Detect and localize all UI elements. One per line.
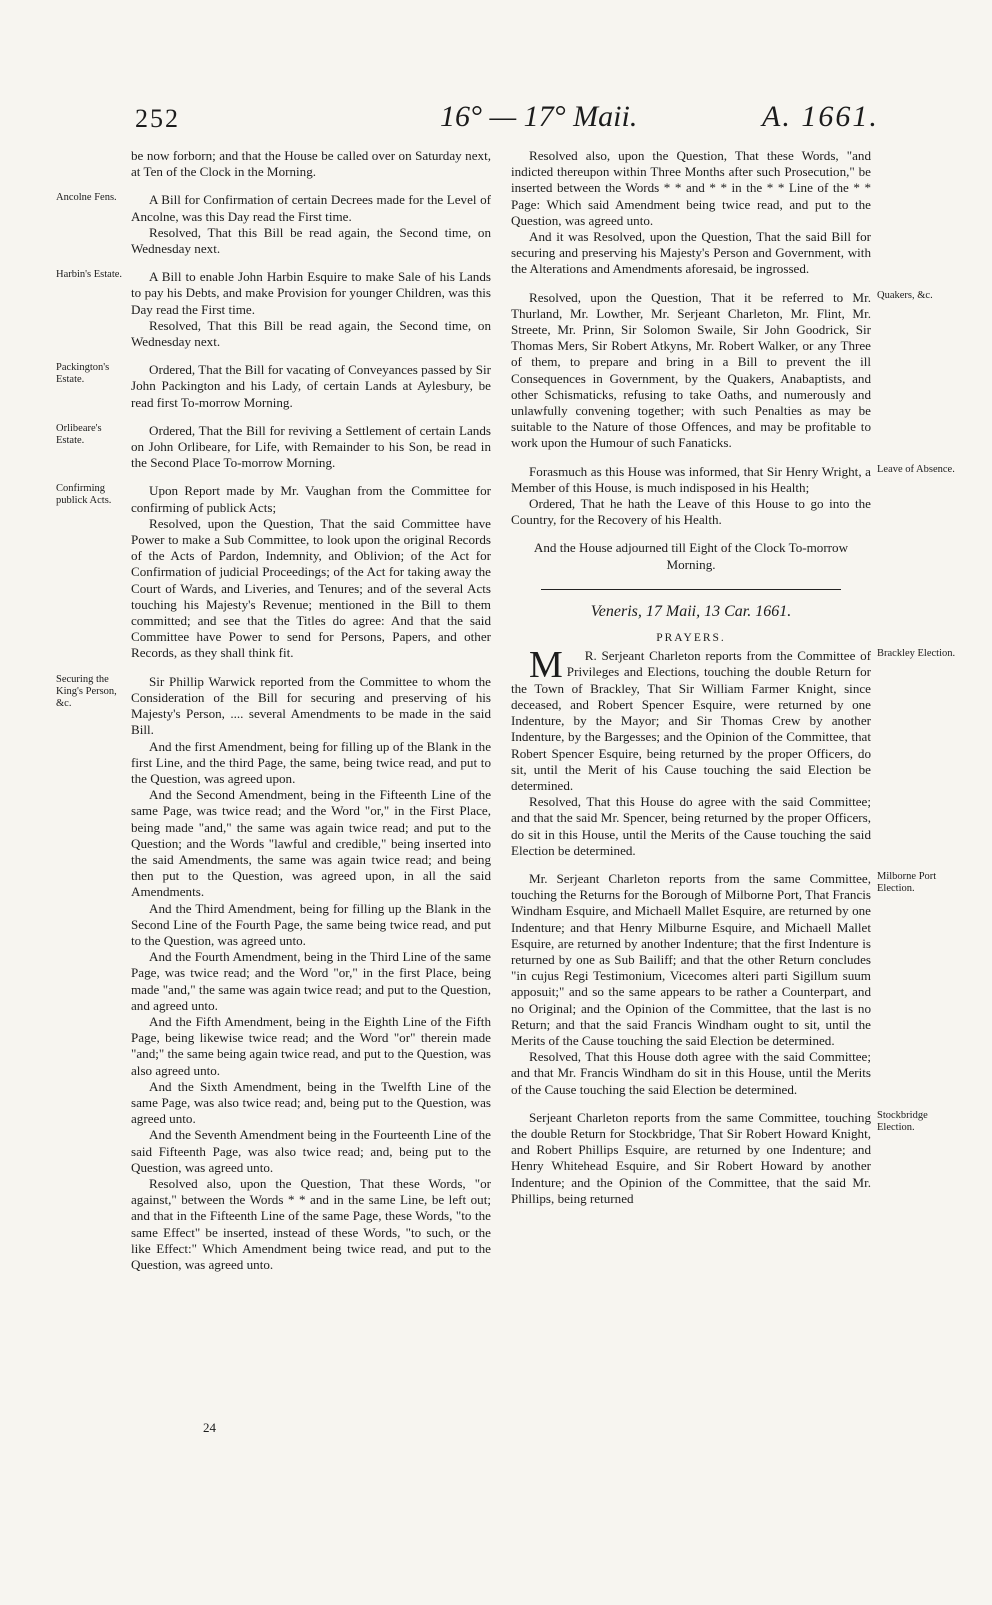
entry-stockbridge-election bbox=[511, 1109, 928, 1207]
signature-mark: 24 bbox=[203, 1420, 216, 1435]
entry-harbin-s-estate bbox=[56, 269, 491, 350]
entry-milborne-port-election bbox=[511, 870, 937, 1098]
entry-brackley-election bbox=[511, 644, 956, 859]
day-heading: Veneris, 17 Maii, 13 Car. 1661. bbox=[590, 602, 792, 620]
entry-securing-the-king-s-person-c bbox=[56, 673, 491, 1274]
page-header bbox=[0, 100, 992, 140]
margin-note: Leave of Absence. bbox=[877, 463, 955, 475]
entry-paragraph: Resolved also, upon the Question, That these Words, "and indicted thereupon within Three Months after such Prosecution," be inserted between the Words * * and * * in the * * Line of the * * Page: Which said Amendment being twice read, and put to the Question, was agreed unto. bbox=[511, 148, 871, 228]
left-column bbox=[56, 148, 491, 1285]
entry-paragraph: And the Fourth Amendment, being in the Third Line of the same Page, was twice read; and the Word "or," in the first Place, being made "and," the same was again twice read; and put to the Question, and agreed unto. bbox=[131, 949, 491, 1013]
entry-continuation bbox=[131, 148, 491, 180]
drop-cap: M bbox=[529, 644, 563, 687]
adjournment-text: And the House adjourned till Eight of the Clock To-morrow Morning. bbox=[533, 540, 849, 572]
entry-paragraph: A Bill to enable John Harbin Esquire to make Sale of his Lands to pay his Debts, and make Provision for younger Children, was this Day read the First time. bbox=[131, 269, 491, 317]
entry-paragraph: Ordered, That he hath the Leave of this House to go into the Country, for the Recovery of his Health. bbox=[511, 496, 871, 528]
margin-note: Orlibeare's Estate. bbox=[56, 422, 102, 446]
page-number: 252 bbox=[135, 104, 180, 133]
entry-paragraph: Resolved, That this Bill be read again, the Second time, on Wednesday next. bbox=[131, 317, 491, 350]
entry-paragraph: A Bill for Confirmation of certain Decrees made for the Level of Ancolne, was this Day read the First time. bbox=[131, 192, 491, 224]
page-date-heading: 16° — 17° Maii. bbox=[440, 100, 638, 133]
entry-paragraph: Resolved, That this House do agree with the said Committee; and that the said Mr. Spencer, being returned by the proper Officers, do sit in this House, until the Merits of the Cause touching the said Election be determined. bbox=[511, 794, 871, 858]
entry-paragraph: Ordered, That the Bill for vacating of Conveyances passed by Sir John Packington and his Lady, of certain Lands at Aylesbury, be read first To-morrow Morning. bbox=[131, 362, 491, 410]
entry-paragraph: Sir Phillip Warwick reported from the Committee to whom the Consideration of the Bill for securing and preserving of his Majesty's Person, .... several Amendments to be made in the said Bill. bbox=[131, 673, 491, 738]
entry-confirming-publick-acts bbox=[56, 483, 491, 661]
entry-leave-of-absence bbox=[511, 463, 955, 529]
entry-paragraph: Resolved, That this Bill be read again, the Second time, on Wednesday next. bbox=[131, 224, 491, 257]
margin-note: Milborne Port Election. bbox=[877, 870, 937, 894]
entry-paragraph: Serjeant Charleton reports from the same Committee, touching the double Return for Stockbridge, That Sir Robert Howard Knight, and Robert Phillips Esquire, are returned by one Indenture; and Henry Whitehead Esquire, and Sir Robert Howard by another Indenture; and the Opinion of the Committee, that the said Mr. Phillips, being returned bbox=[511, 1109, 871, 1206]
entry-paragraph: And the Fifth Amendment, being in the Eighth Line of the Fifth Page, being likewise twice read; and the Word "or" therein made "and;" the same being again twice read, and put to the Question, was also agreed unto. bbox=[131, 1013, 491, 1078]
entry-paragraph: And the Sixth Amendment, being in the Twelfth Line of the same Page, was also twice read; and, being put to the Question, was agreed unto. bbox=[131, 1078, 491, 1127]
entry-paragraph: Forasmuch as this House was informed, that Sir Henry Wright, a Member of this House, is much indisposed in his Health; bbox=[511, 463, 871, 495]
entry-paragraph: be now forborn; and that the House be called over on Saturday next, at Ten of the Clock in the Morning. bbox=[131, 148, 491, 180]
entry-paragraph: Resolved, upon the Question, That the said Committee have Power to make a Sub Committee, to look upon the original Records of the Acts of Pardon, Indemnity, and Oblivion; of the Act for Confirmation of judicial Proceedings; of the Act for taking away the Court of Wards, and Liveries, and Tenures; and of the several Acts touching his Majesty's Revenue; mentioned in the Bill to them committed; and see that the Titles do agree: And that the said Committee have Power to send for Persons, Papers, and other Records, as they shall think fit. bbox=[131, 515, 491, 661]
adjournment-entry bbox=[511, 540, 871, 572]
entry-packington-s-estate bbox=[56, 362, 491, 411]
entry-text: R. Serjeant Charleton reports from the Committee of Privileges and Elections, touching the double Return for the Town of Brackley, That Sir William Farmer Knight, since deceased, and Robert Spencer Esquire, were returned by one Indenture, by the Mayor; and Sir Thomas Crew by another Indenture, by the Bargesses; and the Opinion of the Committee, that Robert Spencer Esquire, being returned by the proper Officers, do sit, until the Merit of his Cause touching the said Election be determined. bbox=[511, 648, 871, 793]
margin-note: Ancolne Fens. bbox=[56, 192, 117, 204]
entry-paragraph: Mr. Serjeant Charleton reports from the same Committee, touching the Returns for the Borough of Milborne Port, That Francis Windham Esquire, and Michaell Mallet Esquire, are returned by one Indenture; and that Henry Milburne Esquire, and Michaell Mallet Esquire, are returned by another Indenture; that the first Indenture is returned by one as Sub Bailiff; and that the other Return concludes "in cujus Regi Testimonium, Vicecomes alteri parti Sigillum suum apposuit;" and so the same appears to be rather a Counterpart, and no Original; and the Opinion of the Committee, that the last is no Return; and that the said Francis Windham ought to sit, until the Merits of the Cause touching the said Election be determined. bbox=[511, 870, 871, 1048]
entry-paragraph: Ordered, That the Bill for reviving a Settlement of certain Lands on John Orlibeare, for Life, with Remainder to his Son, be read in the Second Place To-morrow Morning. bbox=[131, 422, 491, 471]
margin-note: Packington's Estate. bbox=[56, 362, 110, 386]
section-divider bbox=[541, 589, 841, 590]
prayers-label: PRAYERS. bbox=[656, 632, 726, 645]
margin-note: Brackley Election. bbox=[877, 648, 956, 660]
right-column bbox=[511, 148, 956, 1219]
margin-note: Confirming publick Acts. bbox=[56, 483, 112, 507]
entry-continuation bbox=[511, 148, 871, 278]
margin-note: Harbin's Estate. bbox=[56, 269, 123, 281]
margin-note: Quakers, &c. bbox=[877, 289, 933, 301]
entry-paragraph: Resolved also, upon the Question, That these Words, "or against," between the Words * * and in the same Line, be left out; and that in the Fifteenth Line of the same Page, these Words, "to the same Effect" be inserted, instead of these Words, "to such, or the like Effect:" Which Amendment being twice read, and put to the Question, was agreed unto. bbox=[131, 1175, 491, 1272]
entry-paragraph: Upon Report made by Mr. Vaughan from the Committee for confirming of publick Acts; bbox=[131, 483, 491, 515]
entry-quakers-c bbox=[511, 289, 933, 452]
entry-ancolne-fens bbox=[56, 192, 491, 257]
entry-orlibeare-s-estate bbox=[56, 422, 491, 472]
entry-paragraph: Resolved, upon the Question, That it be referred to Mr. Thurland, Mr. Lowther, Mr. Serjeant Charleton, Mr. Flint, Mr. Streete, Mr. Prinn, Sir Solomon Swaile, Sir John Goodrick, Sir Thomas Mers, Sir Robert Atkyns, Mr. Robert Walker, or any Three of them, to prepare and bring in a Bill to prevent the ill Consequences in Government, by the Quakers, Anabaptists, and other Schismaticks, refusing to take Oaths, and numerously and unlawfully convening together; with such Penalties as may be suitable to the Nature of those Offences, and may be profitable to work upon the Humour of such Fanaticks. bbox=[511, 289, 871, 451]
entry-paragraph: And the Third Amendment, being for filling up the Blank in the Second Line of the Fourth Page, the same being twice read, and put to the Question, was agreed unto. bbox=[131, 900, 491, 948]
entry-paragraph: Resolved, That this House doth agree with the said Committee; and that Mr. Francis Windham do sit in this House, until the Merits of the Cause touching the said Election be determined. bbox=[511, 1049, 871, 1097]
margin-note: Stockbridge Election. bbox=[877, 1109, 928, 1133]
entry-paragraph: And the Second Amendment, being in the Fifteenth Line of the same Page, was twice read; and the Word "or," in the First Place, being made "and," the same was again twice read; and put to the Question; and the Words "lawful and credible," being inserted into the said Amendments, the same was again twice read; and being then put to the Question, was agreed upon, in all the said Amendments. bbox=[131, 787, 491, 900]
entry-paragraph: And the first Amendment, being for filling up of the Blank in the first Line, and the third Page, the same, being twice read, and put to the Question, was agreed upon. bbox=[131, 738, 491, 786]
entry-paragraph: And it was Resolved, upon the Question, That the said Bill for securing and preserving his Majesty's Person and Government, with the Alterations and Amendments aforesaid, be ingrossed. bbox=[511, 229, 871, 277]
page-year: A. 1661. bbox=[762, 100, 879, 133]
entry-paragraph: And the Seventh Amendment being in the Fourteenth Line of the said Fifteenth Page, was also twice read; and, being put to the Question, was agreed unto. bbox=[131, 1127, 491, 1175]
entry-paragraph bbox=[511, 644, 871, 794]
margin-note: Securing the King's Person, &c. bbox=[56, 673, 117, 709]
